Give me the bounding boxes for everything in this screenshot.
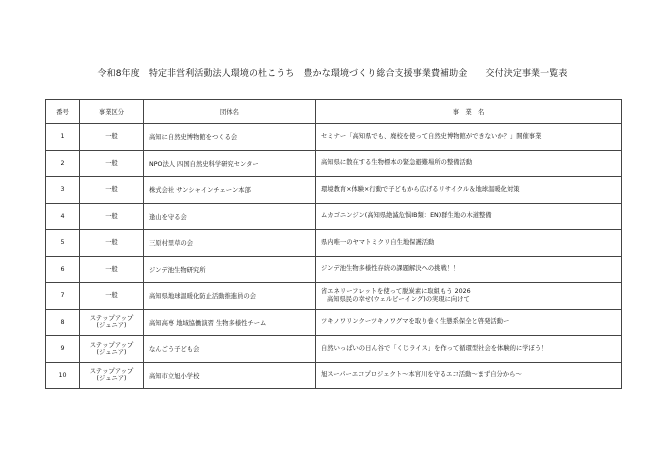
- row-organization: 高知に自然史博物館をつくる会: [144, 124, 316, 151]
- row-project: ジンデ池生物多様性存続の課題解決への挑戦！！: [316, 256, 622, 283]
- row-project: ムカゴニンジン(高知県絶滅危惧ⅠB類：EN)群生地の木道整備: [316, 203, 622, 230]
- table-row: [46, 362, 622, 389]
- row-number: 4: [46, 203, 80, 230]
- table-body: [46, 124, 622, 389]
- row-organization: ジンデ池生物研究所: [144, 256, 316, 283]
- category-label: ステップアップ: [89, 368, 134, 376]
- category-label: 一般: [105, 239, 118, 247]
- category-label: 一般: [105, 186, 118, 194]
- table-row: [46, 309, 622, 336]
- row-category: [80, 124, 144, 151]
- row-organization: 高知市立旭小学校: [144, 362, 316, 389]
- row-category: [80, 283, 144, 310]
- row-category: [80, 309, 144, 336]
- header-project: 事 業 名: [316, 100, 622, 124]
- row-number: 3: [46, 177, 80, 204]
- table-header-row: [46, 100, 622, 124]
- row-number: 9: [46, 336, 80, 363]
- table-row: [46, 336, 622, 363]
- row-category: [80, 177, 144, 204]
- row-project: 県内唯一のヤマトミクリ自生地保護活動: [316, 230, 622, 257]
- table-row: [46, 177, 622, 204]
- row-number: 2: [46, 150, 80, 177]
- category-sublabel: (ジュニア): [96, 348, 127, 356]
- row-project: 環境教育×体験×行動で子どもから広げるリサイクル＆地球温暖化対策: [316, 177, 622, 204]
- header-category: 事業区分: [80, 100, 144, 124]
- row-category: [80, 336, 144, 363]
- row-project: 自然いっぱいの日ん谷で「くじライス」を作って循環型社会を体験的に学ぼう！: [316, 336, 622, 363]
- category-sublabel: (ジュニア): [96, 375, 127, 383]
- category-label: ステップアップ: [89, 341, 134, 349]
- table-row: [46, 283, 622, 310]
- project-line-1: 省エネリーフレットを使って脱炭素に取組もう 2026: [321, 287, 471, 295]
- row-category: [80, 150, 144, 177]
- project-line-2: 高知県民の幸せ(ウェルビーイング)の実現に向けて: [327, 295, 470, 303]
- table-row: [46, 124, 622, 151]
- row-category: [80, 230, 144, 257]
- category-label: 一般: [105, 159, 118, 167]
- row-project: 高知県に散在する生物標本の緊急避難場所の整備活動: [316, 150, 622, 177]
- table-row: [46, 230, 622, 257]
- category-label: 一般: [105, 212, 118, 220]
- grant-decision-table: [45, 99, 622, 389]
- table-row: [46, 203, 622, 230]
- row-organization: 高知高専 地域協働演習 生物多様性チーム: [144, 309, 316, 336]
- header-number: 番号: [46, 100, 80, 124]
- row-organization: 高知県地球温暖化防止活動推進員の会: [144, 283, 316, 310]
- category-label: 一般: [105, 292, 118, 300]
- header-organization: 団体名: [144, 100, 316, 124]
- row-project: [316, 283, 622, 310]
- row-project: ツキノワリンクーツキノワグマを取り巻く生態系保全と啓発活動ー: [316, 309, 622, 336]
- row-number: 5: [46, 230, 80, 257]
- category-sublabel: (ジュニア): [96, 322, 127, 330]
- row-organization: 三原村里草の会: [144, 230, 316, 257]
- table-row: [46, 150, 622, 177]
- row-number: 7: [46, 283, 80, 310]
- row-category: [80, 256, 144, 283]
- row-organization: NPO法人 四国自然史科学研究センター: [144, 150, 316, 177]
- row-category: [80, 203, 144, 230]
- row-project: セミナー「高知県でも、廃校を使って自然史博物館ができないか？」開催事業: [316, 124, 622, 151]
- category-label: ステップアップ: [89, 315, 134, 323]
- row-organization: 株式会社 サンシャインチェーン本部: [144, 177, 316, 204]
- table-row: [46, 256, 622, 283]
- row-number: 6: [46, 256, 80, 283]
- row-category: [80, 362, 144, 389]
- row-number: 1: [46, 124, 80, 151]
- row-project: 旭スーパーエコプロジェクト〜本宮川を守るエコ活動〜まず自分から〜: [316, 362, 622, 389]
- row-number: 10: [46, 362, 80, 389]
- category-label: 一般: [105, 265, 118, 273]
- row-organization: なんごう子ども会: [144, 336, 316, 363]
- category-label: 一般: [105, 133, 118, 141]
- row-number: 8: [46, 309, 80, 336]
- document-title: 令和8年度 特定非営利活動法人環境の杜こうち 豊かな環境づくり総合支援事業費補助金 交付決定事業一覧表: [97, 69, 568, 79]
- row-organization: 逢山を守る会: [144, 203, 316, 230]
